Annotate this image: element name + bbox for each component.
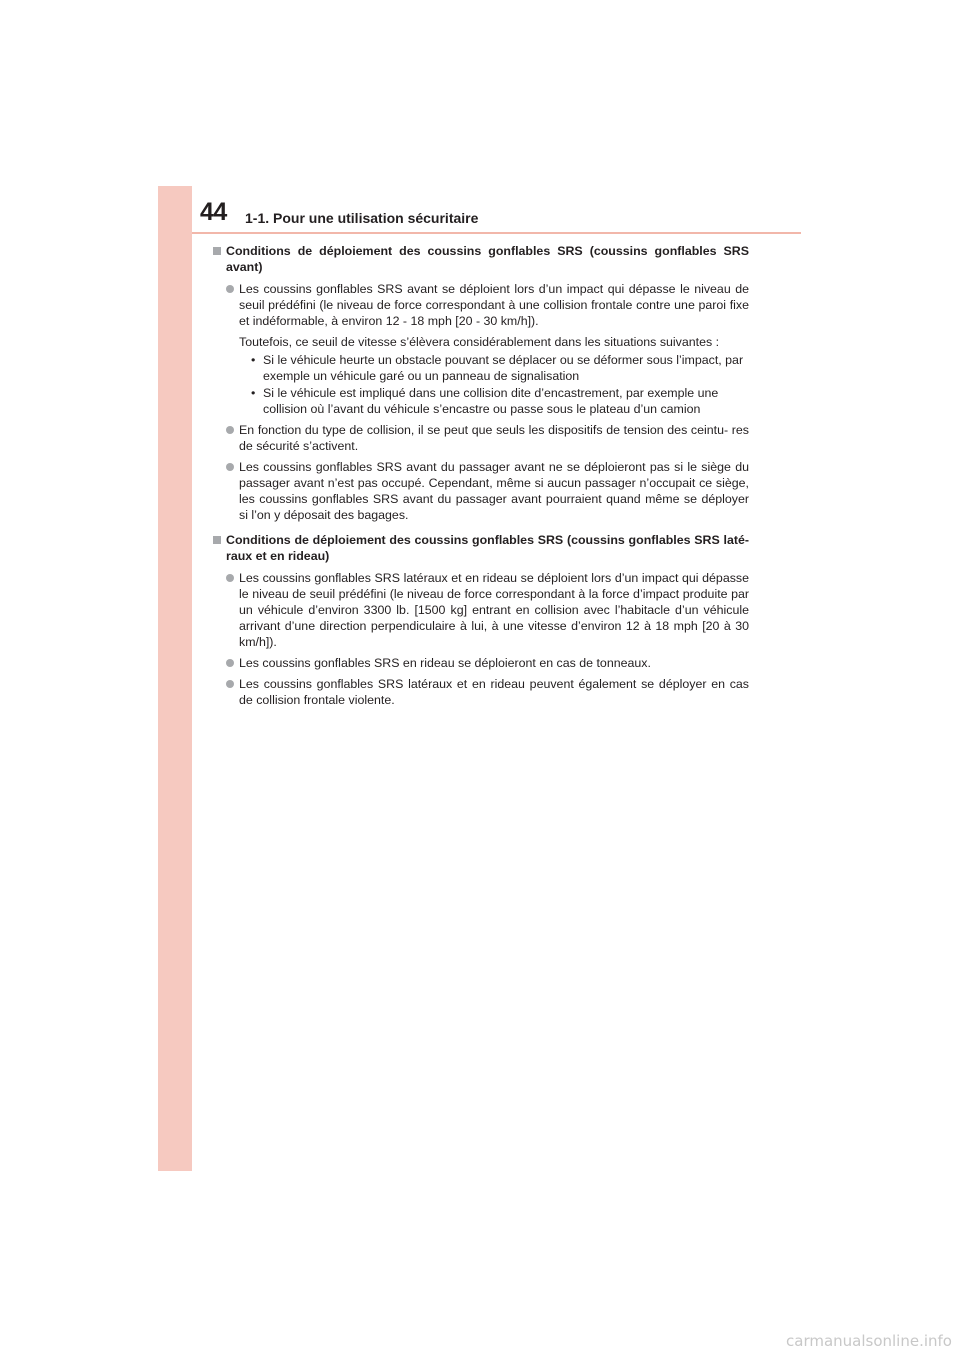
- page-sidebar-band: [158, 186, 192, 1171]
- list-item: [226, 281, 749, 329]
- circle-bullet-icon: [226, 659, 234, 667]
- list-item: [226, 422, 749, 454]
- list-item-text: En fonction du type de collision, il se peut que seuls les dispositifs de tension des ceintu- res de sécurité s’activent.: [239, 423, 749, 453]
- square-bullet-icon: [213, 536, 221, 544]
- section-heading-front-airbags: [213, 243, 749, 275]
- page-content: [213, 243, 749, 713]
- circle-bullet-icon: [226, 680, 234, 688]
- page-number: 44: [200, 198, 227, 226]
- list-item-text: Les coussins gonflables SRS latéraux et en rideau se déploient lors d’un impact qui dépasse le niveau de seuil prédéfini (le niveau de force correspondant à la force d’impact produite par un véhicule d’environ 3300 lb. [1500 kg] entrant en collision avec l’habitacle d’un véhicule arrivant d’une direction perpendiculaire à lui, à une vitesse d’environ 12 à 18 mph [20 à 30 km/h]).: [239, 571, 749, 649]
- section-heading-side-curtain-airbags: [213, 532, 749, 564]
- sub-list-item: [251, 352, 749, 384]
- list-item-text: Les coussins gonflables SRS latéraux et en rideau peuvent également se déployer en cas de collision frontale violente.: [239, 677, 749, 707]
- list-item-text: Les coussins gonflables SRS avant du passager avant ne se déploieront pas si le siège du passager avant n’est pas occupé. Cependant, même si aucun passager n’occupait ce siège, les coussins gonflables SRS avant du passager avant pourraient quand même se déployer si l’on y déposait des bagages.: [239, 460, 749, 522]
- heading-text: Conditions de déploiement des coussins gonflables SRS (coussins gonflables SRS laté- raux et en rideau): [226, 533, 749, 563]
- list-item: [226, 459, 749, 523]
- circle-bullet-icon: [226, 285, 234, 293]
- circle-bullet-icon: [226, 574, 234, 582]
- list-item: [226, 570, 749, 650]
- header-rule: [192, 232, 801, 234]
- sub-list-item: [251, 385, 749, 417]
- sub-list-item-text: Si le véhicule heurte un obstacle pouvant se déplacer ou se déformer sous l’impact, par exemple un véhicule garé ou un panneau de signalisation: [263, 353, 744, 383]
- list-item: [226, 676, 749, 708]
- square-bullet-icon: [213, 247, 221, 255]
- section-title: 1-1. Pour une utilisation sécuritaire: [245, 210, 479, 226]
- paragraph: Toutefois, ce seuil de vitesse s’élèvera considérablement dans les situations suivantes :: [239, 335, 720, 349]
- circle-bullet-icon: [226, 463, 234, 471]
- list-item: [226, 655, 749, 671]
- circle-bullet-icon: [226, 426, 234, 434]
- heading-text: Conditions de déploiement des coussins gonflables SRS (coussins gonflables SRS avant): [226, 244, 749, 274]
- watermark: carmanualsonline.info: [786, 1332, 952, 1350]
- list-item-text: Les coussins gonflables SRS avant se déploient lors d’un impact qui dépasse le niveau de seuil prédéfini (le niveau de force correspondant à une collision frontale contre une paroi fixe et indéformable, à environ 12 - 18 mph [20 - 30 km/h]).: [239, 282, 749, 328]
- dot-marker: •: [251, 353, 256, 367]
- list-item-text: Les coussins gonflables SRS en rideau se déploieront en cas de tonneaux.: [239, 656, 651, 670]
- dot-marker: •: [251, 386, 256, 400]
- sub-list-item-text: Si le véhicule est impliqué dans une collision dite d’encastrement, par exemple une collision où l’avant du véhicule s’encastre ou passe sous le plateau d’un camion: [263, 386, 719, 416]
